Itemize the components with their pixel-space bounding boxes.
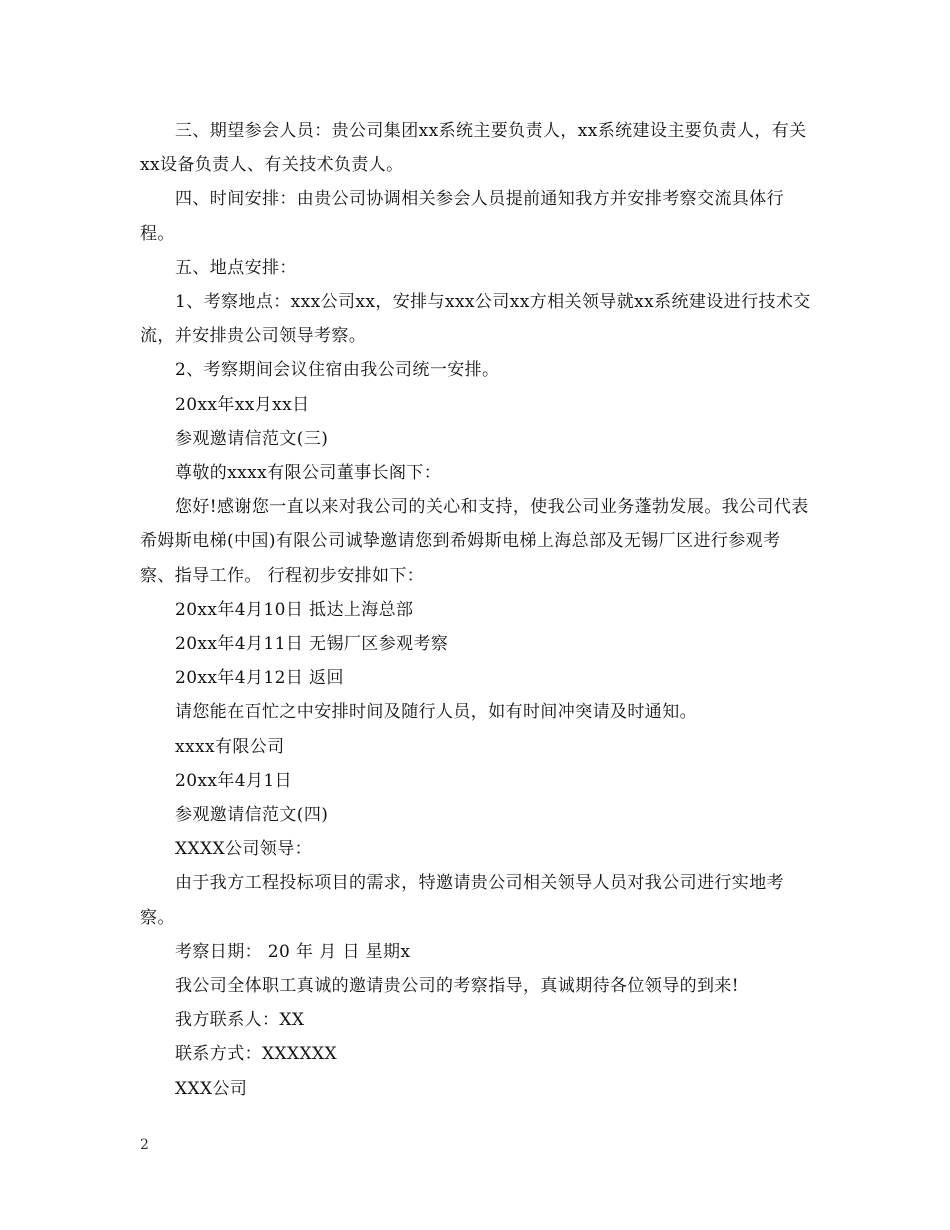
paragraph-contact-method: 联系方式：XXXXXX xyxy=(175,1044,338,1065)
section-title-sample-four: 参观邀请信范文(四) xyxy=(175,805,329,826)
paragraph-invitation-body: 您好!感谢您一直以来对我公司的关心和支持，使我公司业务蓬勃发展。我公司代表希姆斯电梯(中国)有限公司诚挚邀请您到希姆斯电梯上海总部及无锡厂区进行参观考察、指导工作。 行程初步安排如下： xyxy=(140,497,809,586)
paragraph-company-signature: xxxx有限公司 xyxy=(175,736,285,757)
paragraph-salutation: 尊敬的xxxx有限公司董事长阁下： xyxy=(175,463,442,484)
itinerary-item-day-one: 20xx年4月10日 抵达上海总部 xyxy=(175,599,414,620)
paragraph-date: 20xx年xx月xx日 xyxy=(175,394,310,415)
paragraph-expected-attendees: 三、期望参会人员：贵公司集团xx系统主要负责人，xx系统建设主要负责人，有关xx设备负责人、有关技术负责人。 xyxy=(140,121,807,176)
paragraph-signing-company: XXX公司 xyxy=(175,1078,248,1099)
paragraph-request: 请您能在百忙之中安排时间及随行人员，如有时间冲突请及时通知。 xyxy=(175,702,697,723)
paragraph-location-heading: 五、地点安排： xyxy=(175,257,297,278)
paragraph-signature-date: 20xx年4月1日 xyxy=(175,770,293,791)
itinerary-item-day-three: 20xx年4月12日 返回 xyxy=(175,668,344,689)
itinerary-item-day-two: 20xx年4月11日 无锡厂区参观考察 xyxy=(175,634,449,655)
paragraph-contact-person: 我方联系人：XX xyxy=(175,1010,305,1031)
paragraph-inspection-purpose: 由于我方工程投标项目的需求，特邀请贵公司相关领导人员对我公司进行实地考察。 xyxy=(140,873,784,928)
page-number: 2 xyxy=(140,1137,149,1153)
paragraph-time-arrangement: 四、时间安排：由贵公司协调相关参会人员提前通知我方并安排考察交流具体行程。 xyxy=(140,189,784,244)
paragraph-inspection-location: 1、考察地点：xxx公司xx，安排与xxx公司xx方相关领导就xx系统建设进行技术交流，并安排贵公司领导考察。 xyxy=(140,292,811,347)
document-body xyxy=(140,114,812,1106)
paragraph-sincere-invitation: 我公司全体职工真诚的邀请贵公司的考察指导，真诚期待各位领导的到来! xyxy=(175,976,740,997)
section-title-sample-three: 参观邀请信范文(三) xyxy=(175,428,329,449)
paragraph-accommodation: 2、考察期间会议住宿由我公司统一安排。 xyxy=(175,360,500,381)
paragraph-recipient: XXXX公司领导： xyxy=(175,839,313,860)
paragraph-inspection-date: 考察日期： 20 年 月 日 星期x xyxy=(175,941,411,962)
